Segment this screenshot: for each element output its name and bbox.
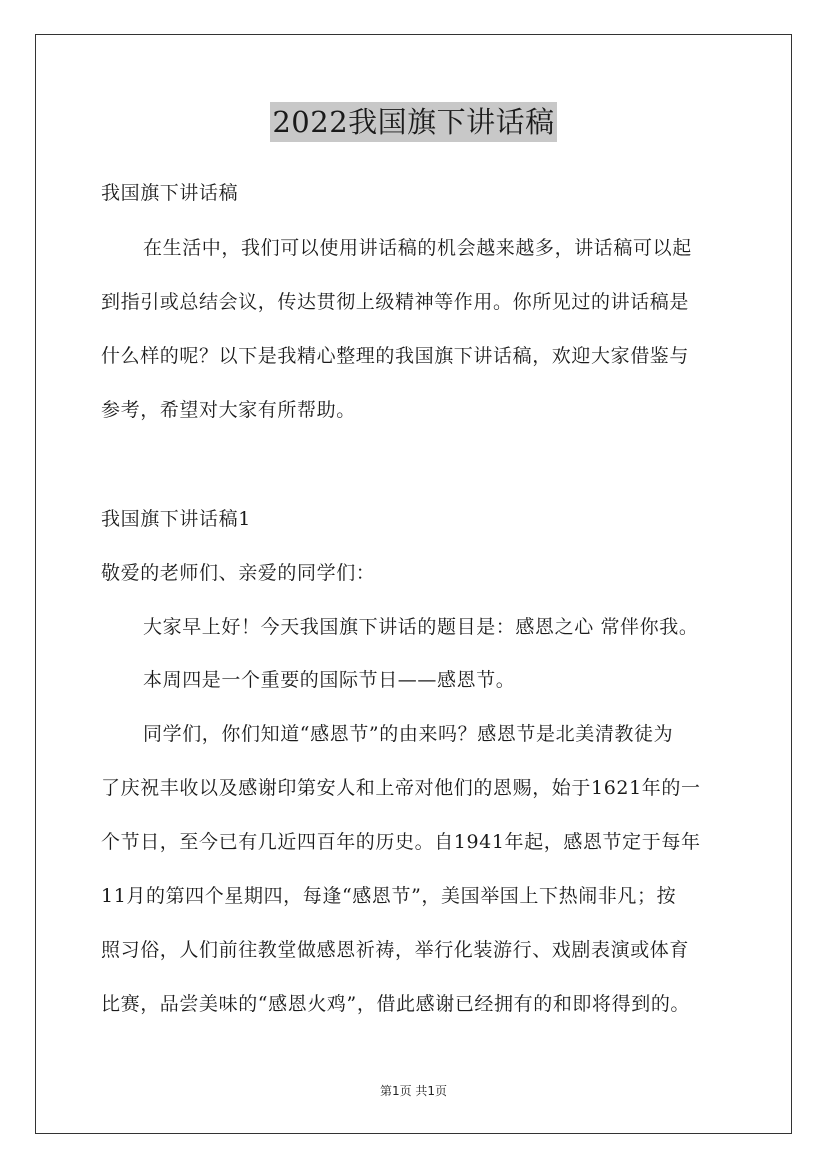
salutation: 敬爱的老师们、亲爱的同学们： (101, 562, 376, 584)
body-line-1: 大家早上好！今天我国旗下讲话的题目是：感恩之心 常伴你我。 (143, 616, 699, 638)
intro-line-1: 在生活中，我们可以使用讲话稿的机会越来越多，讲话稿可以起 (143, 237, 692, 259)
body-line-3: 同学们，你们知道“感恩节”的由来吗？感恩节是北美清教徒为 (143, 723, 674, 745)
document-subtitle: 我国旗下讲话稿 (101, 182, 239, 204)
body-line-7: 照习俗，人们前往教堂做感恩祈祷，举行化装游行、戏剧表演或体育 (101, 939, 690, 961)
intro-line-3: 什么样的呢？以下是我精心整理的我国旗下讲话稿，欢迎大家借鉴与 (101, 345, 690, 367)
body-line-2: 本周四是一个重要的国际节日——感恩节。 (143, 669, 516, 691)
document-title: 2022我国旗下讲话稿 (270, 102, 556, 142)
page-footer: 第1页 共1页 (379, 1084, 448, 1098)
intro-line-2: 到指引或总结会议，传达贯彻上级精神等作用。你所见过的讲话稿是 (101, 291, 690, 313)
body-line-5: 个节日，至今已有几近四百年的历史。自1941年起，感恩节定于每年 (101, 831, 701, 853)
title-container (0, 102, 827, 142)
intro-line-4: 参考，希望对大家有所帮助。 (101, 399, 356, 421)
body-line-8: 比赛，品尝美味的“感恩火鸡”，借此感谢已经拥有的和即将得到的。 (101, 993, 691, 1015)
body-line-6: 11月的第四个星期四，每逢“感恩节”，美国举国上下热闹非凡；按 (101, 885, 677, 907)
body-line-4: 了庆祝丰收以及感谢印第安人和上帝对他们的恩赐，始于1621年的一 (101, 777, 701, 799)
section-heading: 我国旗下讲话稿1 (101, 508, 251, 530)
